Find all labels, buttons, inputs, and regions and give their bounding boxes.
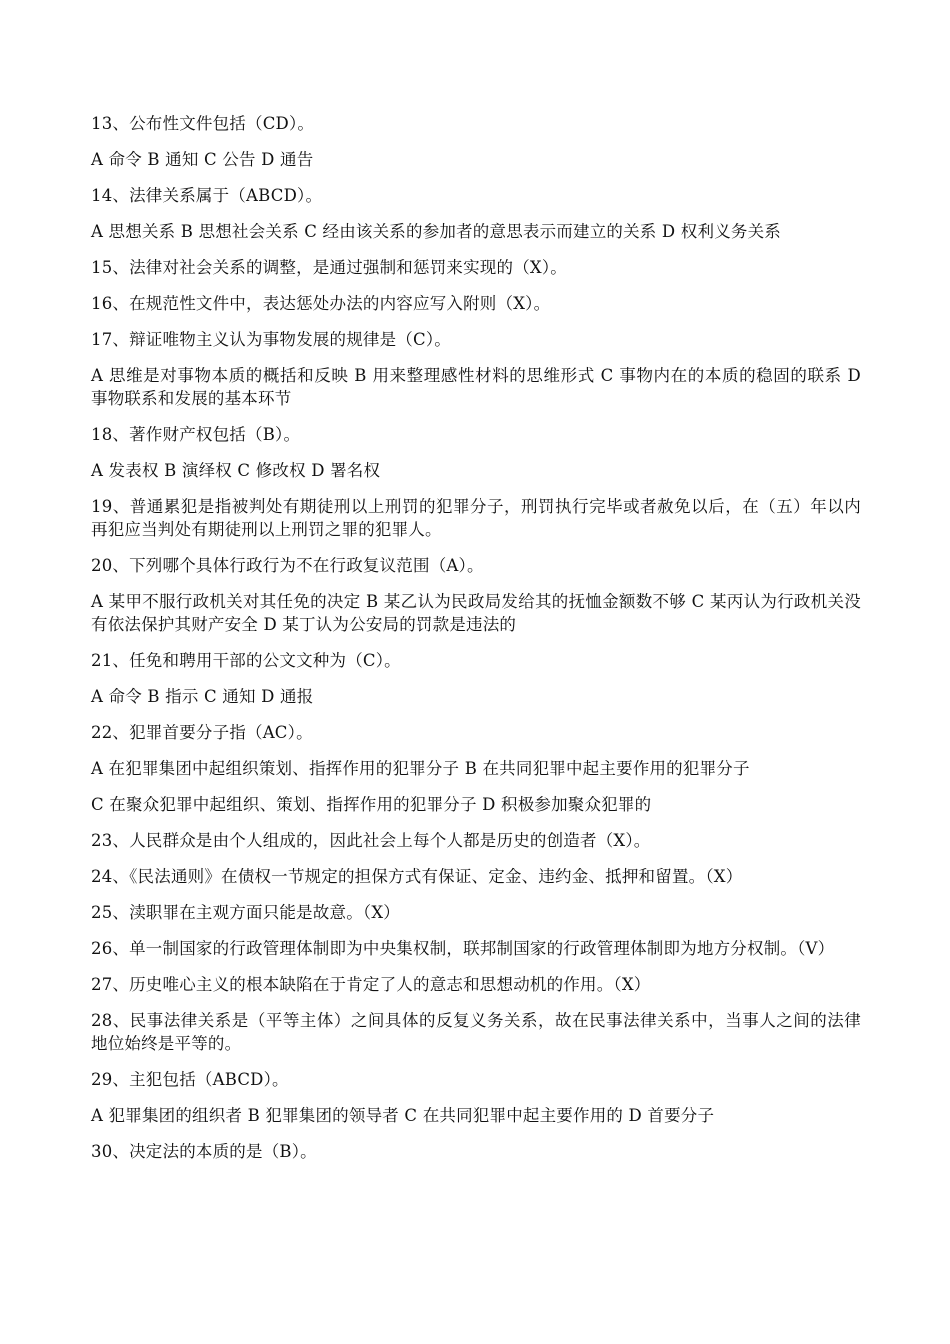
question-14: 14、法律关系属于（ABCD）。	[91, 186, 323, 205]
question-28: 28、民事法律关系是（平等主体）之间具体的反复义务关系，故在民事法律关系中，当事人之间的法律地位始终是平等的。	[91, 1011, 861, 1053]
question-30: 30、决定法的本质的是（B）。	[91, 1142, 317, 1161]
question-16: 16、在规范性文件中，表达惩处办法的内容应写入附则（X）。	[91, 294, 551, 313]
options-18: A 发表权 B 演绎权 C 修改权 D 署名权	[91, 461, 381, 480]
question-17: 17、辩证唯物主义认为事物发展的规律是（C）。	[91, 330, 451, 349]
options-22-line-2: C 在聚众犯罪中起组织、策划、指挥作用的犯罪分子 D 积极参加聚众犯罪的	[91, 795, 652, 814]
options-17: A 思维是对事物本质的概括和反映 B 用来整理感性材料的思维形式 C 事物内在的本质的稳固的联系 D 事物联系和发展的基本环节	[91, 366, 861, 408]
options-29: A 犯罪集团的组织者 B 犯罪集团的领导者 C 在共同犯罪中起主要作用的 D 首要分子	[91, 1106, 715, 1125]
question-24: 24、《民法通则》在债权一节规定的担保方式有保证、定金、违约金、抵押和留置。（X）	[91, 867, 743, 886]
question-18: 18、著作财产权包括（B）。	[91, 425, 301, 444]
options-21: A 命令 B 指示 C 通知 D 通报	[91, 687, 314, 706]
question-27: 27、历史唯心主义的根本缺陷在于肯定了人的意志和思想动机的作用。（X）	[91, 975, 651, 994]
question-21: 21、任免和聘用干部的公文文种为（C）。	[91, 651, 401, 670]
options-20: A 某甲不服行政机关对其任免的决定 B 某乙认为民政局发给其的抚恤金额数不够 C 某丙认为行政机关没有依法保护其财产安全 D 某丁认为公安局的罚款是违法的	[91, 592, 861, 634]
question-22: 22、犯罪首要分子指（AC）。	[91, 723, 313, 742]
options-22-line-1: A 在犯罪集团中起组织策划、指挥作用的犯罪分子 B 在共同犯罪中起主要作用的犯罪分子	[91, 759, 750, 778]
question-25: 25、渎职罪在主观方面只能是故意。（X）	[91, 903, 400, 922]
question-23: 23、人民群众是由个人组成的，因此社会上每个人都是历史的创造者（X）。	[91, 831, 651, 850]
question-13: 13、公布性文件包括（CD）。	[91, 114, 315, 133]
question-26: 26、单一制国家的行政管理体制即为中央集权制，联邦制国家的行政管理体制即为地方分权制。（V）	[91, 939, 835, 958]
question-20: 20、下列哪个具体行政行为不在行政复议范围（A）。	[91, 556, 484, 575]
document-body	[91, 112, 861, 1176]
options-13: A 命令 B 通知 C 公告 D 通告	[91, 150, 314, 169]
question-15: 15、法律对社会关系的调整，是通过强制和惩罚来实现的（X）。	[91, 258, 567, 277]
question-19: 19、普通累犯是指被判处有期徒刑以上刑罚的犯罪分子，刑罚执行完毕或者赦免以后，在（五）年以内再犯应当判处有期徒刑以上刑罚之罪的犯罪人。	[91, 497, 861, 539]
options-14: A 思想关系 B 思想社会关系 C 经由该关系的参加者的意思表示而建立的关系 D 权利义务关系	[91, 222, 782, 241]
question-29: 29、主犯包括（ABCD）。	[91, 1070, 289, 1089]
